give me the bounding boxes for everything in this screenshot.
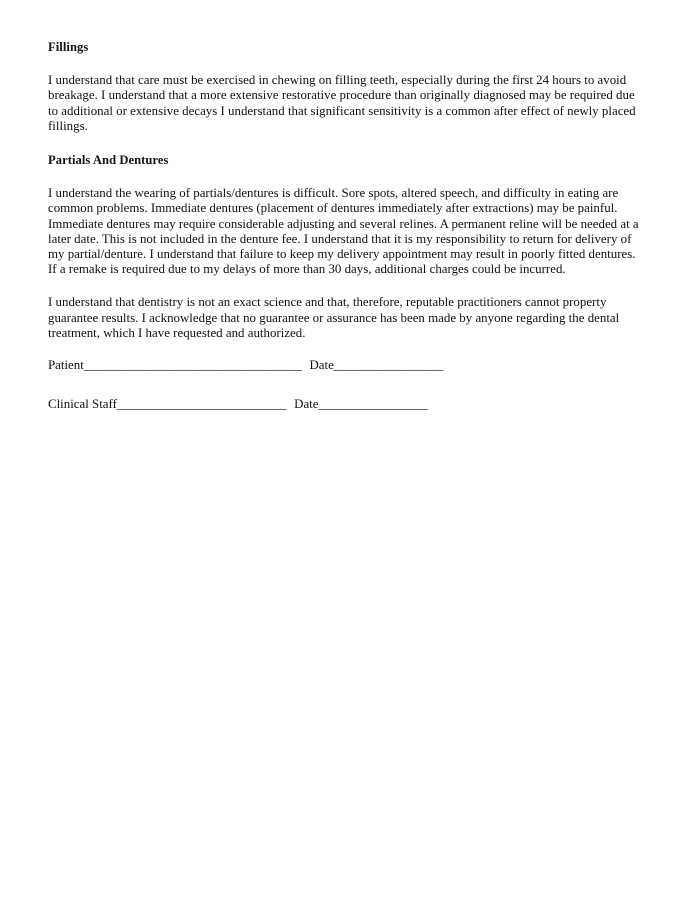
patient-label: Patient	[48, 358, 84, 373]
disclaimer-paragraph: I understand that dentistry is not an exact science and that, therefore, reputable practitioners cannot property guarantee results. I acknowledge that no guarantee or assurance has been made by anyone regarding the dental treatment, which I have requested and authorized.	[48, 295, 620, 340]
spacer	[48, 373, 642, 397]
section-paragraph-partials-and-dentures: I understand the wearing of partials/dentures is difficult. Sore spots, altered speech, and difficulty in eating are common problems. Immediate dentures (placement of dentures immediately after extractions) may be painful. Immediate dentures may require considerable adjusting and several relines. A permanent reline will be needed at a later date. This is not included in the denture fee. I understand that it is my responsibility to return for delivery of my partial/denture. I understand that failure to keep my delivery appointment may result in poorly fitted dentures. If a remake is required due to my delays of more than 30 days, additional charges could be incurred.	[48, 186, 639, 277]
section-paragraph-fillings: I understand that care must be exercised in chewing on filling teeth, especially during the first 24 hours to avoid breakage. I understand that a more extensive restorative procedure than originally diagnosed may be required due to additional or extensive decays I understand that significant sensitivity is a common after effect of newly placed fillings.	[48, 73, 636, 133]
patient-signature-rule[interactable]: ____________________________________	[83, 358, 302, 373]
spacer	[48, 277, 642, 295]
clinical-staff-date-rule[interactable]: __________________	[318, 397, 428, 412]
clinical-staff-label: Clinical Staff	[48, 397, 117, 412]
spacer	[48, 341, 642, 358]
patient-date-rule[interactable]: __________________	[333, 358, 443, 373]
document-body	[48, 40, 642, 412]
spacer	[48, 55, 642, 73]
clinical-staff-signature-line	[48, 397, 642, 412]
section-heading-fillings: Fillings	[48, 40, 89, 54]
spacer	[48, 168, 642, 186]
clinical-staff-date-label: Date	[294, 397, 319, 412]
patient-signature-line	[48, 358, 642, 373]
patient-date-label: Date	[309, 358, 334, 373]
section-heading-partials-and-dentures: Partials And Dentures	[48, 153, 169, 168]
clinical-staff-signature-rule[interactable]: ____________________________	[116, 397, 287, 412]
spacer	[48, 134, 642, 153]
